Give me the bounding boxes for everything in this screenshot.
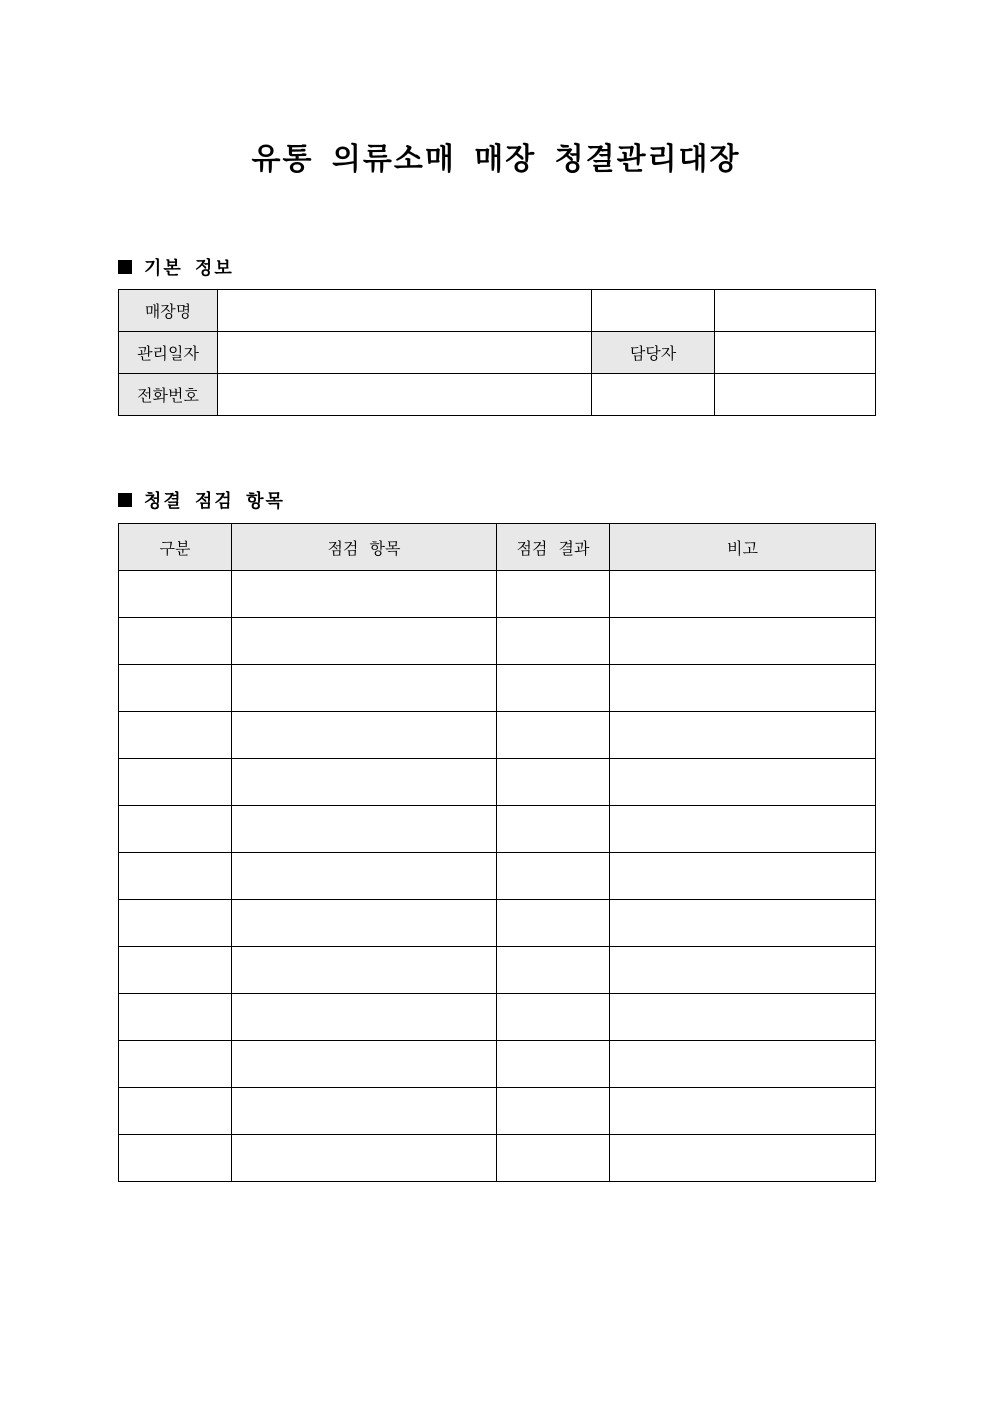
table-row [119,618,876,665]
table-row [119,947,876,994]
check-item-cell[interactable] [232,806,497,853]
store-name-field[interactable] [218,290,592,332]
check-item-cell[interactable] [232,853,497,900]
check-result-cell[interactable] [497,571,610,618]
remarks-cell[interactable] [610,571,876,618]
check-result-cell[interactable] [497,806,610,853]
check-result-cell[interactable] [497,618,610,665]
check-result-cell[interactable] [497,947,610,994]
manager-field[interactable] [715,332,876,374]
category-cell[interactable] [119,900,232,947]
store-name-label: 매장명 [119,290,218,332]
section-heading-label: 기본 정보 [144,258,234,279]
check-item-cell[interactable] [232,665,497,712]
section-heading-label: 청결 점검 항목 [144,491,285,512]
table-row [119,571,876,618]
remarks-cell[interactable] [610,1041,876,1088]
check-item-cell[interactable] [232,712,497,759]
check-item-cell[interactable] [232,947,497,994]
section-heading-basic-info [118,254,234,280]
remarks-cell[interactable] [610,853,876,900]
column-header-check-result: 점검 결과 [497,524,610,571]
check-result-cell[interactable] [497,1088,610,1135]
extra-label-cell[interactable] [592,374,715,416]
column-header-category: 구분 [119,524,232,571]
table-header-row [119,524,876,571]
phone-field[interactable] [218,374,592,416]
check-result-cell[interactable] [497,665,610,712]
remarks-cell[interactable] [610,665,876,712]
table-row [119,665,876,712]
table-row [119,290,876,332]
cleaning-check-table [118,523,876,1182]
table-row [119,712,876,759]
remarks-cell[interactable] [610,759,876,806]
page-title: 유통 의류소매 매장 청결관리대장 [251,142,741,177]
table-row [119,1135,876,1182]
table-row [119,1088,876,1135]
category-cell[interactable] [119,712,232,759]
category-cell[interactable] [119,1041,232,1088]
category-cell[interactable] [119,1088,232,1135]
table-row [119,994,876,1041]
table-row [119,900,876,947]
remarks-cell[interactable] [610,712,876,759]
extra-value-cell[interactable] [715,290,876,332]
remarks-cell[interactable] [610,1135,876,1182]
category-cell[interactable] [119,665,232,712]
check-result-cell[interactable] [497,900,610,947]
check-result-cell[interactable] [497,1135,610,1182]
phone-label: 전화번호 [119,374,218,416]
remarks-cell[interactable] [610,994,876,1041]
column-header-remarks: 비고 [610,524,876,571]
extra-value-cell[interactable] [715,374,876,416]
manage-date-field[interactable] [218,332,592,374]
table-row [119,853,876,900]
check-item-cell[interactable] [232,759,497,806]
manager-label: 담당자 [592,332,715,374]
category-cell[interactable] [119,571,232,618]
remarks-cell[interactable] [610,947,876,994]
column-header-check-item: 점검 항목 [232,524,497,571]
check-item-cell[interactable] [232,618,497,665]
category-cell[interactable] [119,853,232,900]
manage-date-label: 관리일자 [119,332,218,374]
table-row [119,374,876,416]
check-result-cell[interactable] [497,712,610,759]
table-row [119,759,876,806]
basic-info-table [118,289,876,416]
black-square-icon [118,493,132,507]
category-cell[interactable] [119,759,232,806]
category-cell[interactable] [119,947,232,994]
check-item-cell[interactable] [232,571,497,618]
check-result-cell[interactable] [497,994,610,1041]
check-result-cell[interactable] [497,1041,610,1088]
category-cell[interactable] [119,806,232,853]
check-result-cell[interactable] [497,853,610,900]
remarks-cell[interactable] [610,618,876,665]
category-cell[interactable] [119,1135,232,1182]
check-item-cell[interactable] [232,900,497,947]
category-cell[interactable] [119,618,232,665]
check-item-cell[interactable] [232,1041,497,1088]
section-heading-cleaning-check [118,487,285,513]
check-item-cell[interactable] [232,1135,497,1182]
table-row [119,806,876,853]
extra-label-cell[interactable] [592,290,715,332]
table-row [119,332,876,374]
check-result-cell[interactable] [497,759,610,806]
category-cell[interactable] [119,994,232,1041]
black-square-icon [118,260,132,274]
check-item-cell[interactable] [232,1088,497,1135]
remarks-cell[interactable] [610,806,876,853]
remarks-cell[interactable] [610,900,876,947]
check-item-cell[interactable] [232,994,497,1041]
table-row [119,1041,876,1088]
remarks-cell[interactable] [610,1088,876,1135]
